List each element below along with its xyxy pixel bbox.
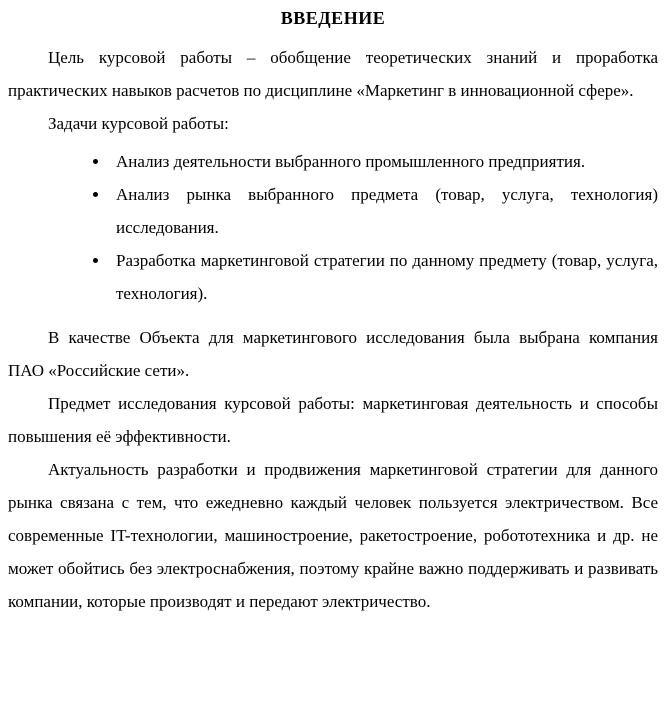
- list-item: • Анализ рынка выбранного предмета (товар, услуга, технология) исследования.: [110, 178, 658, 244]
- paragraph-object: В качестве Объекта для маркетингового исследования была выбрана компания ПАО «Российские сети».: [8, 328, 658, 380]
- tasks-bullet-list: [8, 145, 658, 310]
- paragraph-goal: Цель курсовой работы – обобщение теоретических знаний и проработка практических навыков расчетов по дисциплине «Маркетинг в инновационной сфере».: [8, 48, 658, 100]
- list-item: • Анализ деятельности выбранного промышленного предприятия.: [110, 145, 658, 178]
- paragraph-subject: Предмет исследования курсовой работы: маркетинговая деятельность и способы повышения её эффективности.: [8, 394, 658, 446]
- paragraph-relevance: Актуальность разработки и продвижения маркетинговой стратегии для данного рынка связана с тем, что ежедневно каждый человек пользуется электричеством. Все современные IT-технологии, машиностроение, ракетостроение, робототехника и др. не может обойтись без электроснабжения, поэтому крайне важно поддерживать и развивать компании, которые производят и передают электричество.: [8, 460, 658, 611]
- paragraph-tasks-intro: Задачи курсовой работы:: [48, 114, 229, 133]
- list-item: • Разработка маркетинговой стратегии по данному предмету (товар, услуга, технология).: [110, 244, 658, 310]
- page-title: ВВЕДЕНИЕ: [280, 8, 386, 28]
